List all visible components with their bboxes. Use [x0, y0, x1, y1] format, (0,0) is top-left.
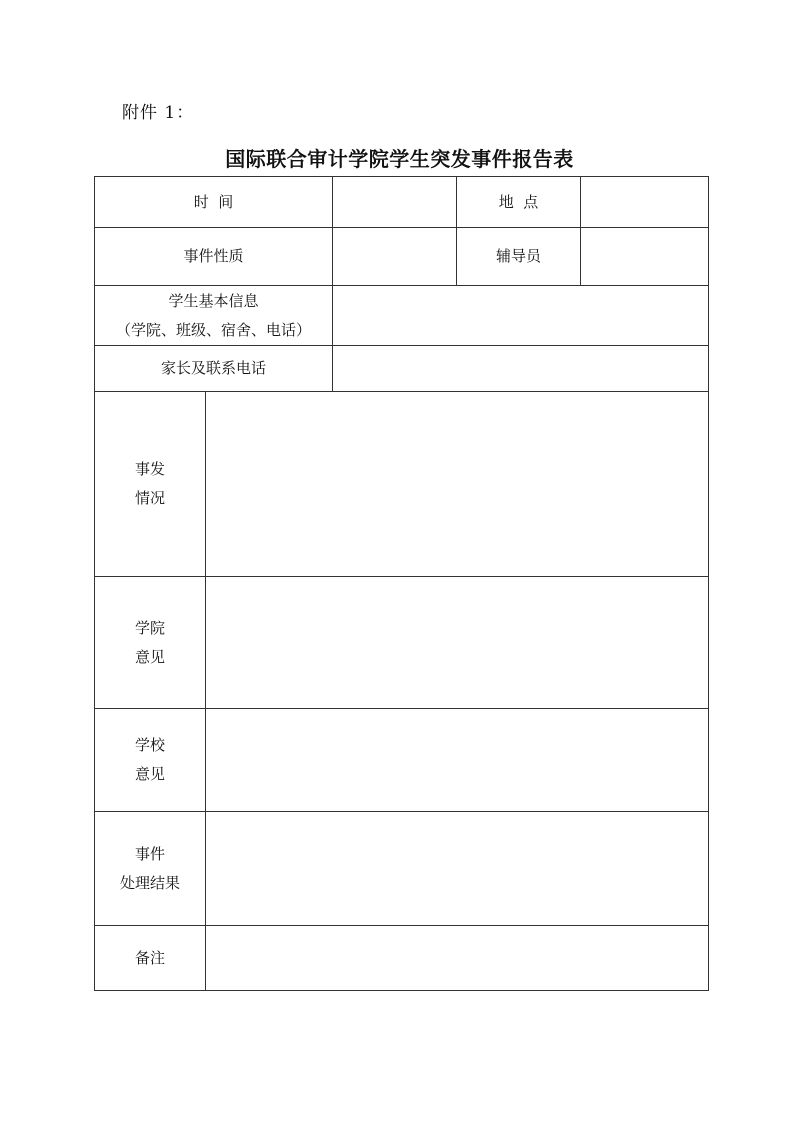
college-opinion-input-cell[interactable]	[206, 577, 709, 709]
result-input-cell[interactable]	[206, 812, 709, 926]
row-time-location	[95, 177, 709, 228]
page-title: 国际联合审计学院学生突发事件报告表	[225, 147, 574, 171]
location-label: 地 点	[498, 192, 539, 211]
school-opinion-label-cell	[95, 709, 206, 812]
location-input-cell[interactable]	[581, 177, 709, 228]
incident-label-cell	[95, 392, 206, 577]
parent-label-cell	[95, 346, 333, 392]
student-info-label: 学生基本信息	[168, 291, 259, 310]
row-student-info	[95, 286, 709, 346]
location-label-cell	[457, 177, 581, 228]
parent-input-cell[interactable]	[333, 346, 709, 392]
attachment-label: 附件 1：	[122, 103, 195, 123]
school-opinion-line1: 学校	[134, 736, 165, 754]
student-info-sub-label: （学院、班级、宿舍、电话）	[116, 320, 312, 339]
counselor-label: 辅导员	[496, 247, 542, 265]
college-opinion-label-cell	[95, 577, 206, 709]
remarks-label: 备注	[134, 948, 165, 967]
row-nature-counselor	[95, 228, 709, 286]
student-info-input-cell[interactable]	[333, 286, 709, 346]
incident-report-table	[94, 176, 709, 991]
school-opinion-input-cell[interactable]	[206, 709, 709, 812]
row-incident	[95, 392, 709, 577]
college-opinion-line1: 学院	[134, 618, 165, 637]
row-parent-contact	[95, 346, 709, 392]
incident-label-line2: 情况	[134, 489, 165, 507]
school-opinion-line2: 意见	[134, 765, 165, 783]
row-college-opinion	[95, 577, 709, 709]
remarks-input-cell[interactable]	[206, 926, 709, 991]
incident-input-cell[interactable]	[206, 392, 709, 577]
time-label-cell	[95, 177, 333, 228]
nature-label: 事件性质	[183, 247, 244, 265]
result-label-cell	[95, 812, 206, 926]
time-input-cell[interactable]	[333, 177, 457, 228]
student-info-label-cell	[95, 286, 333, 346]
time-label: 时 间	[193, 192, 234, 211]
counselor-label-cell	[457, 228, 581, 286]
incident-label-line1: 事发	[134, 460, 165, 478]
row-school-opinion	[95, 709, 709, 812]
nature-input-cell[interactable]	[333, 228, 457, 286]
result-label-line2: 处理结果	[119, 873, 180, 892]
result-label-line1: 事件	[134, 844, 165, 863]
row-result	[95, 812, 709, 926]
counselor-input-cell[interactable]	[581, 228, 709, 286]
parent-label: 家长及联系电话	[161, 359, 267, 377]
college-opinion-line2: 意见	[134, 647, 165, 666]
nature-label-cell	[95, 228, 333, 286]
remarks-label-cell	[95, 926, 206, 991]
row-remarks	[95, 926, 709, 991]
